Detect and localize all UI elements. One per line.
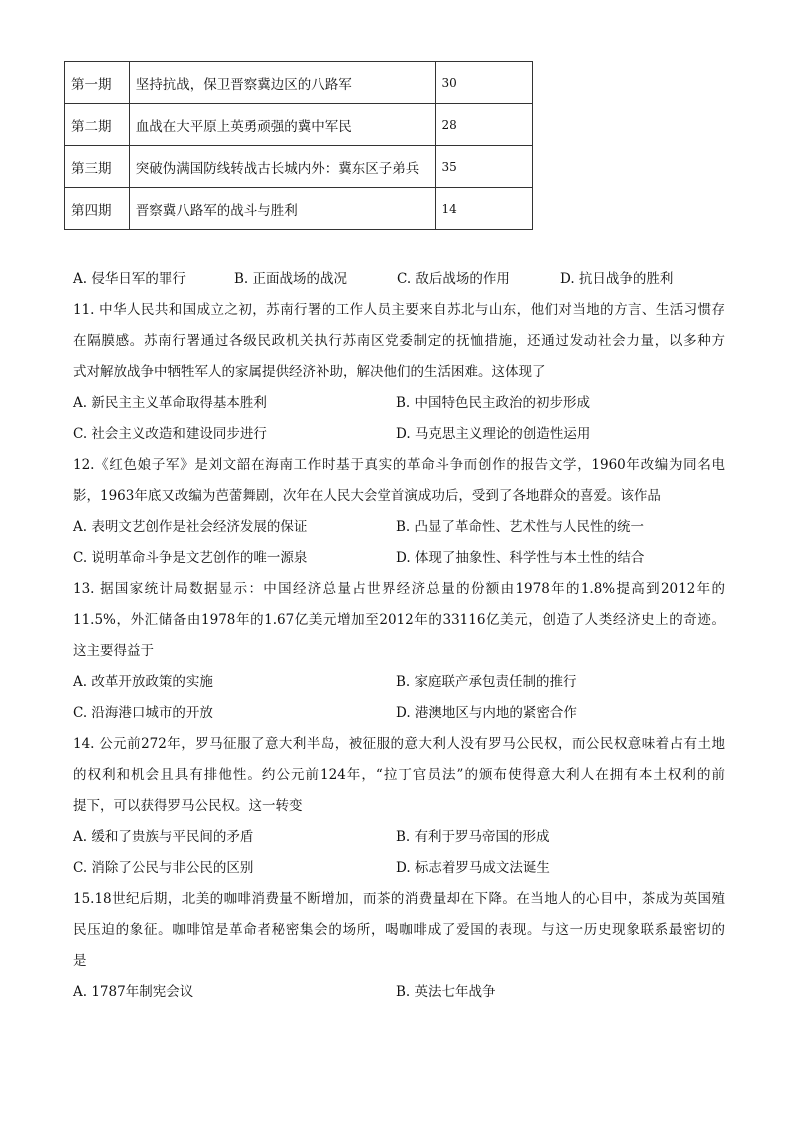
question-13-text: 11.5%，外汇储备由1978年的1.67亿美元增加至2012年的33116亿美元，创造了人类经济史上的奇迹。	[73, 612, 725, 628]
q12-options-cd	[73, 543, 725, 574]
question-11-text: 式对解放战争中牺牲军人的家属提供经济补助，解决他们的生活困难。这体现了	[73, 364, 546, 380]
q14-options-cd	[73, 853, 725, 884]
option-c[interactable]: C. 敌后战场的作用	[397, 271, 510, 287]
table-cell-period: 第四期	[65, 188, 130, 230]
option-c[interactable]: C. 社会主义改造和建设同步进行	[73, 426, 267, 442]
question-12-text: 影，1963年底又改编为芭蕾舞剧，次年在人民大会堂首演成功后，受到了各地群众的喜爱。该作品	[73, 488, 661, 504]
question-14-text: 提下，可以获得罗马公民权。这一转变	[73, 798, 303, 814]
table-cell-theme: 血战在大平原上英勇顽强的冀中军民	[129, 104, 435, 146]
table-cell-count: 14	[435, 188, 532, 230]
table-cell-period: 第三期	[65, 146, 130, 188]
q11-options-ab	[73, 388, 725, 419]
question-11-text: 在隔膜感。苏南行署通过各级民政机关执行苏南区党委制定的抚恤措施，还通过发动社会力量，以多种方	[73, 333, 725, 349]
table-row	[65, 104, 533, 146]
exhibition-table	[64, 61, 533, 230]
table-cell-period: 第一期	[65, 62, 130, 104]
question-11-text: 11. 中华人民共和国成立之初，苏南行署的工作人员主要来自苏北与山东，他们对当地的方言、生活习惯存	[73, 302, 725, 318]
question-15-text: 民压迫的象征。咖啡馆是革命者秘密集会的场所，喝咖啡成了爱国的表现。与这一历史现象联系最密切的	[73, 922, 725, 938]
option-b[interactable]: B. 凸显了革命性、艺术性与人民性的统一	[396, 519, 645, 535]
option-b[interactable]: B. 家庭联产承包责任制的推行	[396, 674, 577, 690]
question-14-text: 14. 公元前272年，罗马征服了意大利半岛，被征服的意大利人没有罗马公民权，而公民权意味着占有土地	[73, 736, 725, 752]
option-a[interactable]: A. 表明文艺创作是社会经济发展的保证	[73, 519, 308, 535]
q13-options-ab	[73, 667, 725, 698]
table-row	[65, 62, 533, 104]
option-b[interactable]: B. 英法七年战争	[396, 984, 496, 1000]
option-a[interactable]: A. 改革开放政策的实施	[73, 674, 213, 690]
option-d[interactable]: D. 港澳地区与内地的紧密合作	[396, 705, 577, 721]
option-b[interactable]: B. 有利于罗马帝国的形成	[396, 829, 550, 845]
question-15-text: 15.18世纪后期，北美的咖啡消费量不断增加，而茶的消费量却在下降。在当地人的心目中，茶成为英国殖	[73, 891, 725, 907]
q14-options-ab	[73, 822, 725, 853]
table-cell-count: 35	[435, 146, 532, 188]
question-14-text: 的权利和机会且具有排他性。约公元前124年，“拉丁官员法”的颁布使得意大利人在拥有本土权利的前	[73, 767, 725, 783]
question-13-text: 这主要得益于	[73, 643, 154, 659]
question-15-text: 是	[73, 953, 87, 969]
q10-options	[73, 264, 725, 295]
table-cell-theme: 坚持抗战，保卫晋察冀边区的八路军	[129, 62, 435, 104]
q11-options-cd	[73, 419, 725, 450]
table-cell-period: 第二期	[65, 104, 130, 146]
table-row	[65, 188, 533, 230]
option-d[interactable]: D. 抗日战争的胜利	[560, 271, 674, 287]
question-13-text: 13. 据国家统计局数据显示：中国经济总量占世界经济总量的份额由1978年的1.8%提高到2012年的	[73, 581, 725, 597]
option-d[interactable]: D. 标志着罗马成文法诞生	[396, 860, 550, 876]
option-d[interactable]: D. 体现了抽象性、科学性与本土性的结合	[396, 550, 645, 566]
option-c[interactable]: C. 说明革命斗争是文艺创作的唯一源泉	[73, 550, 308, 566]
option-c[interactable]: C. 沿海港口城市的开放	[73, 705, 213, 721]
option-b[interactable]: B. 中国特色民主政治的初步形成	[396, 395, 591, 411]
option-a[interactable]: A. 新民主主义革命取得基本胜利	[73, 395, 267, 411]
q13-options-cd	[73, 698, 725, 729]
option-d[interactable]: D. 马克思主义理论的创造性运用	[396, 426, 591, 442]
table-cell-count: 30	[435, 62, 532, 104]
q15-options-ab	[73, 977, 725, 1008]
table-cell-theme: 晋察冀八路军的战斗与胜利	[129, 188, 435, 230]
questions	[73, 264, 725, 1008]
question-12-text: 12.《红色娘子军》是刘文韶在海南工作时基于真实的革命斗争而创作的报告文学，1960年改编为同名电	[73, 457, 725, 473]
table-cell-count: 28	[435, 104, 532, 146]
option-a[interactable]: A. 侵华日军的罪行	[73, 271, 186, 287]
q12-options-ab	[73, 512, 725, 543]
option-b[interactable]: B. 正面战场的战况	[234, 271, 348, 287]
table-cell-theme: 突破伪满国防线转战古长城内外：冀东区子弟兵	[129, 146, 435, 188]
option-a[interactable]: A. 1787年制宪会议	[73, 984, 194, 1000]
option-c[interactable]: C. 消除了公民与非公民的区别	[73, 860, 254, 876]
option-a[interactable]: A. 缓和了贵族与平民间的矛盾	[73, 829, 254, 845]
table-row	[65, 146, 533, 188]
